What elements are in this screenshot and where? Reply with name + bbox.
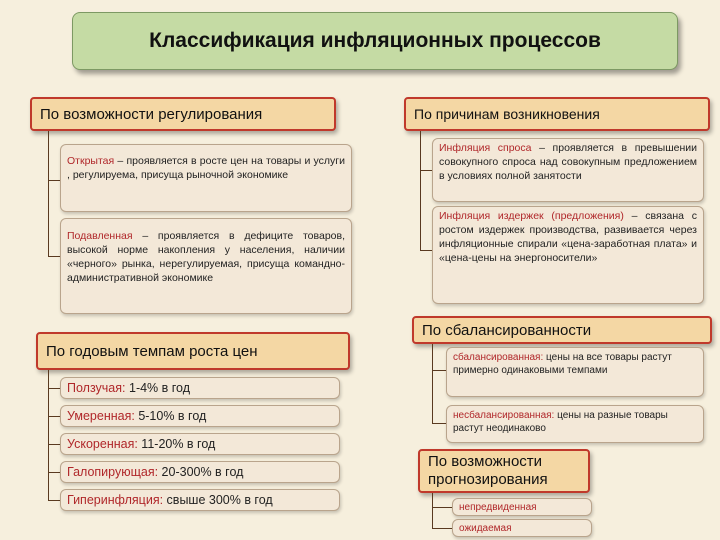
item-label: Открытая: [67, 155, 115, 167]
connector-line: [48, 444, 60, 445]
item-expected: [452, 519, 592, 537]
connector-line: [432, 423, 446, 424]
connector-line: [432, 528, 452, 529]
connector-line: [432, 493, 433, 529]
connector-line: [48, 131, 49, 256]
item-label: Гиперинфляция:: [67, 493, 164, 507]
connector-line: [432, 344, 433, 424]
item-label: Галопирующая:: [67, 465, 159, 479]
connector-line: [48, 416, 60, 417]
item-demand-inflation: [432, 138, 704, 202]
header-forecast: По возможности прогнозирования: [418, 449, 590, 493]
item-text: – проявляется в дефиците товаров, высокой норме накопления у населения, наличии «черного» рынка, нерегулируемая, присуща командно-административной экономике: [67, 230, 345, 284]
item-galloping: [60, 461, 340, 483]
item-label: Умеренная:: [67, 409, 135, 423]
connector-line: [48, 180, 60, 181]
item-creeping: [60, 377, 340, 399]
connector-line: [48, 500, 60, 501]
connector-line: [420, 250, 432, 251]
item-label: несбалансированная:: [453, 410, 555, 421]
item-text: 11-20% в год: [137, 437, 216, 451]
item-cost-inflation: [432, 206, 704, 304]
connector-line: [48, 472, 60, 473]
item-text: 5-10% в год: [134, 409, 207, 423]
item-moderate: [60, 405, 340, 427]
header-balance: По сбалансированности: [412, 316, 712, 344]
header-regulation: По возможности регулирования: [30, 97, 336, 131]
item-suppressed-inflation: [60, 218, 352, 314]
item-open-inflation: [60, 144, 352, 212]
item-unforeseen: [452, 498, 592, 516]
item-text: цены на все товары растут примерно одинаковыми темпами: [453, 352, 672, 376]
item-text: свыше 300% в год: [163, 493, 273, 507]
connector-line: [420, 170, 432, 171]
item-label: Инфляция издержек (предложения): [439, 210, 624, 222]
item-label: Ползучая:: [67, 381, 126, 395]
item-text: – проявляется в превышении совокупного спроса над совокупным предложением в условиях полной занятости: [439, 142, 697, 182]
connector-line: [48, 256, 60, 257]
connector-line: [420, 131, 421, 251]
item-label: Подавленная: [67, 230, 133, 242]
item-label: ожидаемая: [459, 523, 512, 534]
item-text: цены на разные товары растут неодинаково: [453, 410, 668, 434]
connector-line: [432, 507, 452, 508]
item-hyperinflation: [60, 489, 340, 511]
item-label: сбалансированная:: [453, 352, 544, 363]
item-accelerated: [60, 433, 340, 455]
connector-line: [48, 388, 60, 389]
item-label: Ускоренная:: [67, 437, 138, 451]
item-text: 20-300% в год: [158, 465, 244, 479]
connector-line: [48, 370, 49, 501]
diagram-title: Классификация инфляционных процессов: [72, 12, 678, 70]
header-causes: По причинам возникновения: [404, 97, 710, 131]
item-label: непредвиденная: [459, 502, 537, 513]
item-text: 1-4% в год: [125, 381, 191, 395]
item-balanced: [446, 347, 704, 397]
item-text: – проявляется в росте цен на товары и услуги , регулируема, присуща рыночной экономике: [67, 155, 345, 181]
item-unbalanced: [446, 405, 704, 443]
item-text: – связана с ростом издержек производства, развивается через инфляционные спирали «цена-заработная плата» и «цена-цены на энергоносители»: [439, 210, 697, 264]
header-growth-rate: По годовым темпам роста цен: [36, 332, 350, 370]
connector-line: [432, 370, 446, 371]
item-label: Инфляция спроса: [439, 142, 532, 154]
